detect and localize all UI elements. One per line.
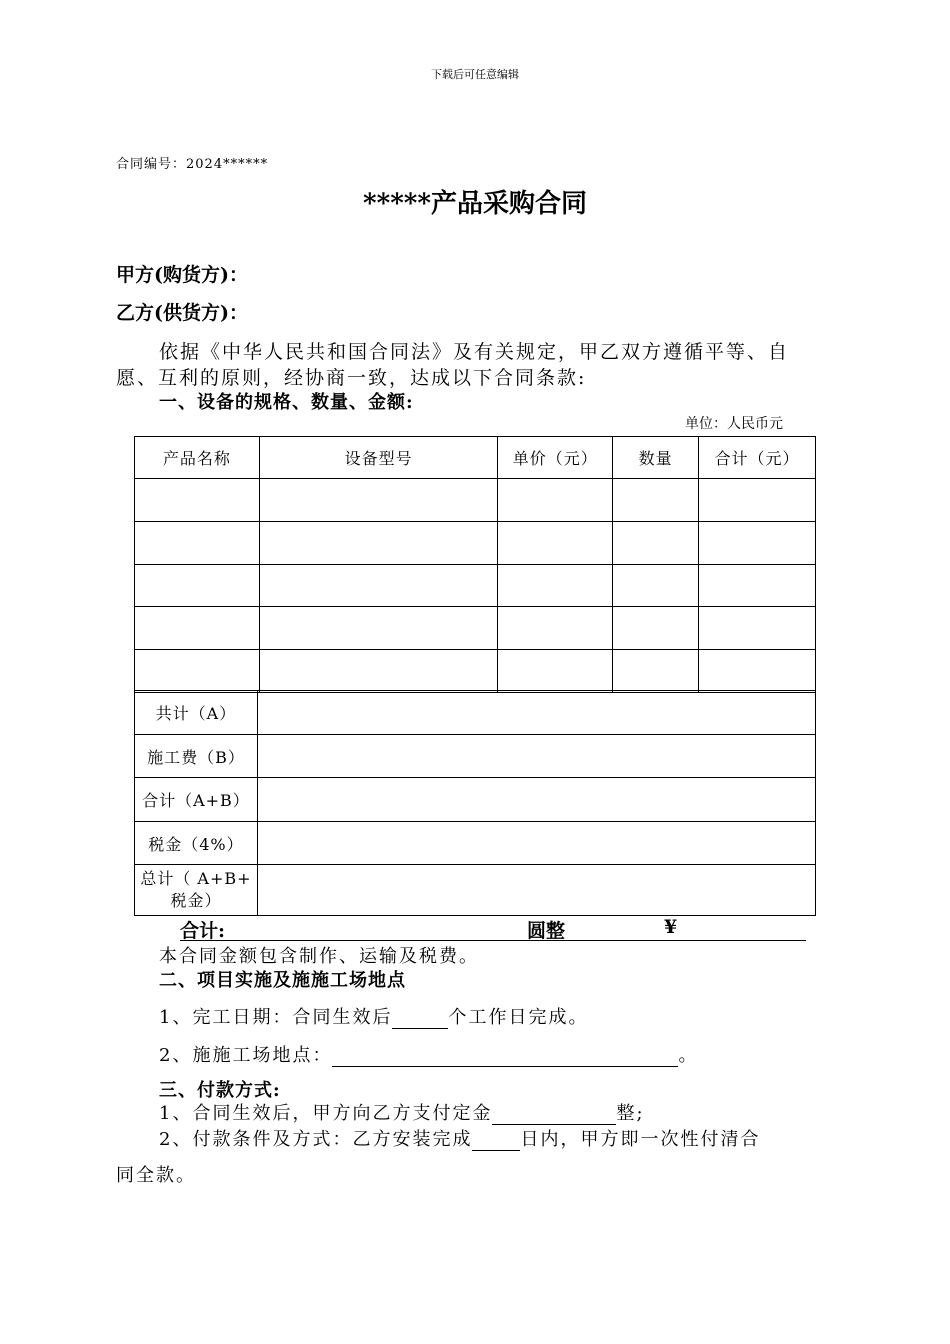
summary-label-construction-fee: 施工费（B） [135, 735, 258, 778]
table-row [135, 522, 816, 565]
table-cell[interactable] [699, 479, 816, 522]
table-cell[interactable] [613, 522, 699, 565]
table-cell[interactable] [613, 565, 699, 607]
grand-total-line-1: 总计（ A+B+ [140, 869, 252, 888]
table-cell[interactable] [135, 479, 260, 522]
contract-number: 合同编号：2024****** [116, 157, 269, 172]
table-row [135, 565, 816, 607]
table-cell[interactable] [699, 607, 816, 650]
yen-symbol: ¥ [664, 916, 678, 938]
table-cell[interactable] [498, 522, 613, 565]
intro-line-2: 愿、互利的原则，经协商一致，达成以下合同条款: [116, 367, 587, 389]
summary-row [135, 865, 816, 916]
grand-total-line-2: 税金） [170, 891, 222, 910]
section-1-heading: 一、设备的规格、数量、金额: [159, 392, 414, 413]
party-b: 乙方(供货方)： [116, 302, 248, 324]
header-quantity: 数量 [613, 437, 699, 479]
table-cell[interactable] [259, 522, 498, 565]
summary-label-grand-total [135, 865, 258, 916]
table-cell[interactable] [259, 479, 498, 522]
completion-date-label: 1、完工日期：合同生效后 [159, 1007, 393, 1028]
contract-title: *****产品采购合同 [363, 189, 587, 219]
payment-terms-label: 2、付款条件及方式：乙方安装完成 [159, 1129, 473, 1150]
table-cell[interactable] [613, 479, 699, 522]
table-cell[interactable] [699, 565, 816, 607]
party-a: 甲方(购货方)： [116, 264, 248, 286]
table-cell[interactable] [498, 607, 613, 650]
site-location-blank[interactable] [332, 1045, 678, 1067]
table-cell[interactable] [498, 565, 613, 607]
table-cell[interactable] [699, 522, 816, 565]
table-cell[interactable] [259, 650, 498, 693]
site-location-label: 2、施施工场地点： [159, 1045, 333, 1066]
table-cell[interactable] [613, 650, 699, 693]
deposit-label: 1、合同生效后，甲方向乙方支付定金 [159, 1103, 493, 1124]
deposit-line [159, 1099, 645, 1125]
completion-date-suffix: 个工作日完成。 [448, 1007, 589, 1028]
summary-label-tax: 税金（4%） [135, 822, 258, 865]
completion-date-line [159, 1003, 588, 1029]
header-model: 设备型号 [259, 437, 498, 479]
summary-row [135, 691, 816, 735]
site-location-line [159, 1041, 698, 1067]
table-header-row [135, 437, 816, 479]
summary-value[interactable] [257, 865, 815, 916]
table-row [135, 479, 816, 522]
total-line [180, 916, 806, 941]
completion-days-blank[interactable] [392, 1007, 448, 1029]
unit-label: 单位：人民币元 [685, 416, 783, 432]
header-unit-price: 单价（元） [498, 437, 613, 479]
summary-row [135, 778, 816, 822]
payment-terms-line [159, 1125, 760, 1151]
total-yuan-label: 圆整 [527, 920, 566, 942]
table-row [135, 650, 816, 693]
table-cell[interactable] [135, 522, 260, 565]
table-cell[interactable] [498, 479, 613, 522]
summary-label-total-a: 共计（A） [135, 691, 258, 735]
summary-value[interactable] [257, 691, 815, 735]
summary-value[interactable] [257, 735, 815, 778]
table-cell[interactable] [498, 650, 613, 693]
summary-table [134, 690, 816, 916]
section-2-heading: 二、项目实施及施施工场地点 [159, 970, 406, 991]
equipment-table [134, 436, 816, 693]
table-cell[interactable] [135, 650, 260, 693]
deposit-suffix: 整; [616, 1103, 645, 1124]
table-cell[interactable] [135, 565, 260, 607]
summary-value[interactable] [257, 778, 815, 822]
section-3-heading: 三、付款方式: [159, 1080, 281, 1101]
table-row [135, 607, 816, 650]
table-cell[interactable] [699, 650, 816, 693]
header-subtotal: 合计（元） [699, 437, 816, 479]
payment-terms-continued: 同全款。 [116, 1165, 196, 1186]
payment-terms-suffix: 日内，甲方即一次性付清合 [520, 1129, 761, 1150]
header-product-name: 产品名称 [135, 437, 260, 479]
summary-value[interactable] [257, 822, 815, 865]
table-cell[interactable] [259, 565, 498, 607]
table-cell[interactable] [135, 607, 260, 650]
amount-note: 本合同金额包含制作、运输及税费。 [159, 946, 479, 967]
table-cell[interactable] [259, 607, 498, 650]
table-cell[interactable] [613, 607, 699, 650]
intro-line-1: 依据《中华人民共和国合同法》及有关规定，甲乙双方遵循平等、自 [159, 341, 790, 363]
deposit-amount-blank[interactable] [492, 1103, 616, 1125]
site-location-suffix: 。 [678, 1045, 699, 1066]
payment-days-blank[interactable] [472, 1129, 520, 1151]
summary-label-total-ab: 合计（A+B） [135, 778, 258, 822]
total-label: 合计: [180, 920, 226, 942]
page-header: 下载后可任意编辑 [431, 68, 519, 81]
summary-row [135, 735, 816, 778]
summary-row [135, 822, 816, 865]
